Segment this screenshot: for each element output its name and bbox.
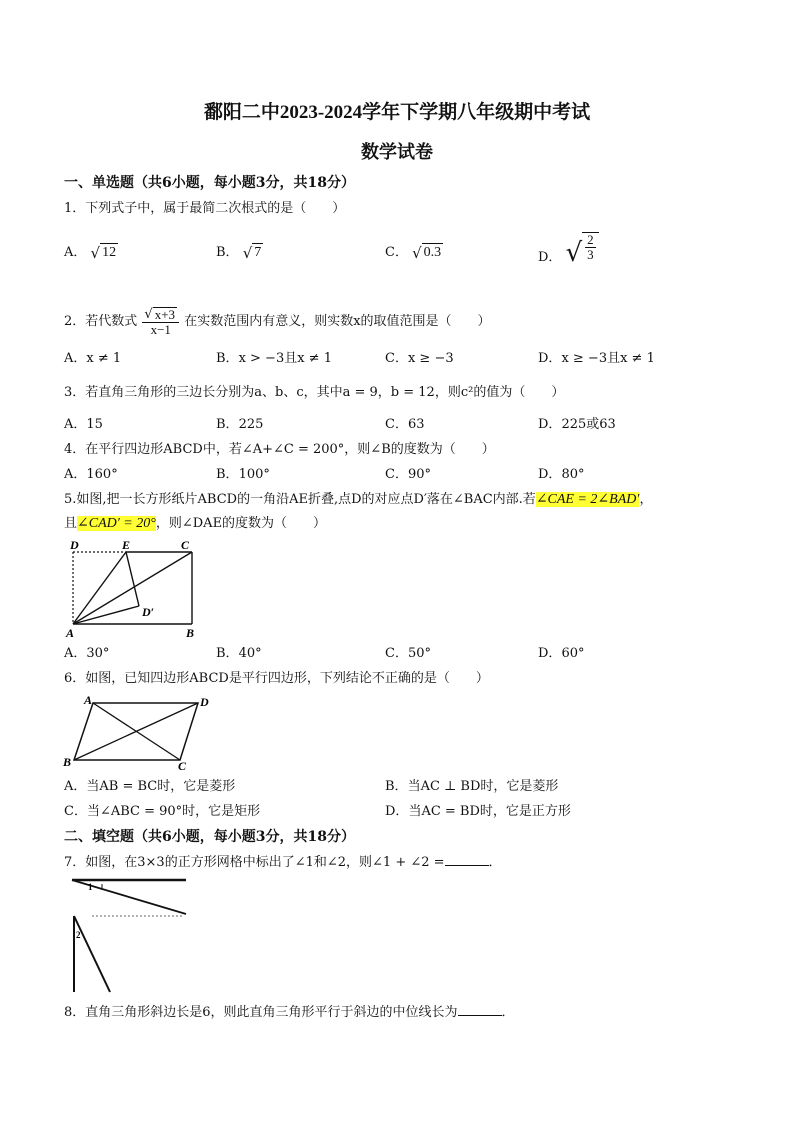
radicand: 7 [254,245,262,260]
option-letter: D． [538,249,562,265]
label-c: C [178,759,187,772]
diagonal-bd [74,703,198,760]
question-7-stem [64,853,502,872]
option-text: 50° [407,646,431,661]
q3-option-a [64,416,103,434]
option-letter: B． [216,467,239,482]
section-1-heading: 一、单选题（共6小题，每小题3分，共18分） [64,175,355,191]
question-5-line-1 [64,491,652,509]
q4-option-c [385,466,431,484]
stem-text: ， [639,492,653,507]
option-letter: C． [385,646,408,661]
option-letter: D． [538,467,562,482]
stem-text: 5.如图,把一长方形纸片ABCD的一角沿AE折叠,点D的对应点D′落在∠BAC内部.若 [64,492,536,507]
option-letter: D． [538,351,562,366]
q1-option-b: B． √ 7 [216,244,262,262]
option-letter: D． [538,417,562,432]
stem-text: 7．如图，在3×3的正方形网格中标出了∠1和∠2，则∠1 + ∠2 = [64,855,445,870]
label-angle-2: 2 [76,930,81,940]
option-text: 60° [561,646,585,661]
q5-option-b [216,645,262,663]
option-text: 30° [86,646,110,661]
option-letter: B． [216,351,239,366]
q5-option-d [538,645,584,663]
option-letter: D． [538,646,562,661]
fraction-numerator: 2 [587,232,594,247]
label-b: B [63,755,72,769]
q2-option-d [538,350,655,368]
label-a: A [66,626,75,640]
label-b: B [186,626,195,640]
option-text: x ≥ −3且x ≠ 1 [561,351,655,366]
label-c: C [181,538,190,552]
q4-option-b [216,466,270,484]
stem-end: ． [488,855,502,870]
q1-option-c: C． √ 0.3 [385,244,442,262]
stem-prefix: 2．若代数式 [64,313,138,329]
option-text: 63 [407,417,425,432]
stem-suffix: 在实数范围内有意义，则实数x的取值范围是（ ） [184,313,491,329]
q3-option-c [385,416,425,434]
q6-option-c [64,803,260,821]
question-2-stem: 2．若代数式 √ x+3 x−1 在实数范围内有意义，则实数x的取值范围是（ ） [64,306,491,337]
label-d-prime: D′ [142,605,155,619]
q6-option-a [64,778,235,796]
highlighted-condition-1: ∠CAE = 2∠BAD′ [535,492,640,507]
answer-blank[interactable] [445,853,489,866]
option-letter: C． [64,804,87,819]
exam-title: 鄱阳二中2023-2024学年下学期八年级期中考试 [203,102,591,123]
angle-2-ray [74,916,110,992]
option-text: x > −3且x ≠ 1 [238,351,332,366]
section-2-heading: 二、填空题（共6小题，每小题3分，共18分） [64,829,355,845]
option-letter: D． [385,804,409,819]
fraction-denominator: 3 [587,247,594,262]
segment-ad-prime [73,606,139,624]
fraction-denominator: x−1 [150,321,171,337]
q6-parallelogram-figure [60,690,220,772]
label-d: D [70,538,79,552]
label-angle-1: 1 [88,882,93,892]
q2-option-b [216,350,332,368]
q4-option-a [64,466,118,484]
answer-blank[interactable] [458,1003,502,1016]
option-letter: B． [216,417,239,432]
option-text: 80° [561,467,585,482]
q3-option-b [216,416,263,434]
option-text: 当AB = BC时，它是菱形 [86,779,236,794]
option-letter: A． [64,417,87,432]
q2-option-c [385,350,454,368]
option-letter: C． [385,245,408,260]
q2-option-a [64,350,121,368]
option-letter: C． [385,351,408,366]
option-letter: A． [64,646,87,661]
segment-ed-prime [126,552,139,606]
stem-text: 且 [64,516,78,531]
q5-option-c [385,645,431,663]
q5-option-a [64,645,109,663]
q5-rectangle-figure [64,536,204,642]
radicand: 0.3 [423,245,442,260]
option-letter: B． [216,245,239,260]
option-text: 160° [86,467,118,482]
stem-text: ，则∠DAE的度数为（ ） [155,516,327,531]
question-6-stem: 6．如图，已知四边形ABCD是平行四边形，下列结论不正确的是（ ） [64,671,489,686]
option-letter: A． [64,467,87,482]
option-text: 当∠ABC = 90°时，它是矩形 [86,804,261,819]
q7-grid-figure [64,874,194,996]
label-d: D [200,695,209,709]
option-letter: A． [64,779,87,794]
option-letter: B． [216,646,239,661]
question-4-stem: 4．在平行四边形ABCD中，若∠A+∠C = 200°，则∠B的度数为（ ） [64,442,495,457]
option-text: 15 [86,417,103,432]
q6-option-d [385,803,571,821]
option-letter: C． [385,417,408,432]
diagonal-ac [73,552,192,624]
label-e: E [122,538,131,552]
label-a: A [84,693,93,707]
q1-option-d: D． √ $\frac{2}{3}$ [538,232,599,262]
option-letter: A． [64,351,87,366]
option-letter: B． [385,779,408,794]
question-8-stem [64,1003,515,1022]
fraction-numerator: x+3 [154,306,176,322]
question-1-stem: 1．下列式子中，属于最简二次根式的是（ ） [64,201,346,216]
option-letter: C． [385,467,408,482]
option-text: 100° [238,467,270,482]
option-text: 当AC = BD时，它是正方形 [408,804,571,819]
stem-end: ． [501,1005,515,1020]
exam-subtitle: 数学试卷 [361,142,433,162]
fold-line-ae [73,552,126,624]
option-text: 225 [238,417,264,432]
highlighted-condition-2: ∠CAD′ = 20° [77,516,156,531]
option-text: x ≥ −3 [407,351,454,366]
question-3-stem: 3．若直角三角形的三边长分别为a、b、c，其中a = 9，b = 12，则c²的值为（ ） [64,385,565,400]
q4-option-d [538,466,584,484]
option-text: 90° [407,467,431,482]
option-text: 当AC ⊥ BD时，它是菱形 [407,779,559,794]
option-text: 225或63 [561,417,616,432]
question-5-line-2 [64,515,326,533]
option-text: x ≠ 1 [86,351,122,366]
radicand: 12 [102,245,117,260]
q6-option-b [385,778,558,796]
option-letter: A． [64,245,87,260]
stem-text: 8．直角三角形斜边长是6，则此直角三角形平行于斜边的中位线长为 [64,1005,458,1020]
q1-option-a: A． √ 12 [64,244,117,262]
option-text: 40° [238,646,262,661]
q3-option-d [538,416,616,434]
